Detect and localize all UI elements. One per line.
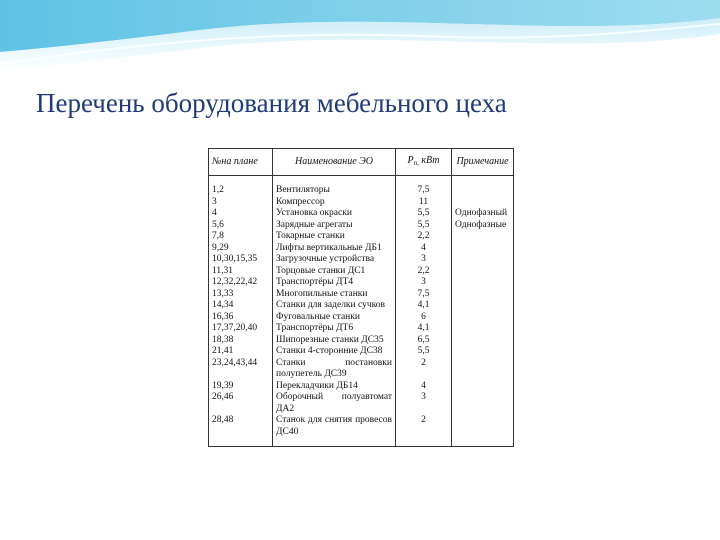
cell-equipment-name: Загрузочные устройства [273,254,396,266]
header-power-symbol: P [407,154,414,166]
cell-note [452,266,514,278]
table-row [209,231,514,243]
cell-power: 4 [396,381,452,393]
cell-plan-number: 1,2 [209,176,273,197]
cell-power: 4 [396,243,452,255]
table-row [209,323,514,335]
header-note: Примечание [452,149,514,176]
cell-power: 6,5 [396,335,452,347]
table-row [209,197,514,209]
cell-note [452,358,514,381]
table-row [209,176,514,197]
cell-power: 3 [396,254,452,266]
cell-note [452,197,514,209]
cell-plan-number: 16,36 [209,312,273,324]
header-power-unit: кВт [421,154,440,166]
cell-plan-number: 17,37,20,40 [209,323,273,335]
table-row [209,392,514,415]
cell-power: 4,1 [396,323,452,335]
cell-equipment-name: Станки 4-сторонние ДС38 [273,346,396,358]
header-power-subscript: п, [413,158,419,167]
cell-note [452,289,514,301]
table-row [209,381,514,393]
cell-power: 7,5 [396,289,452,301]
table-row [209,277,514,289]
cell-equipment-name: Токарные станки [273,231,396,243]
cell-plan-number: 13,33 [209,289,273,301]
cell-equipment-name: Станок для снятия провесов ДС40 [273,415,396,447]
cell-note [452,176,514,197]
table-row [209,208,514,220]
cell-equipment-name: Транспортёры ДТ4 [273,277,396,289]
cell-equipment-name: Фуговальные станки [273,312,396,324]
cell-equipment-name: Оборочный полуавтомат ДА2 [273,392,396,415]
cell-equipment-name: Станки для заделки сучков [273,300,396,312]
cell-note [452,243,514,255]
cell-note [452,415,514,447]
cell-power: 5,5 [396,346,452,358]
cell-power: 6 [396,312,452,324]
slide-title: Перечень оборудования мебельного цеха [36,88,507,118]
cell-equipment-name: Лифты вертикальные ДБ1 [273,243,396,255]
table-row [209,415,514,447]
cell-note [452,335,514,347]
cell-power: 7,5 [396,176,452,197]
table-row [209,346,514,358]
cell-equipment-name: Вентиляторы [273,176,396,197]
cell-power: 2,2 [396,266,452,278]
header-equipment-name: Наименование ЭО [273,149,396,176]
cell-plan-number: 4 [209,208,273,220]
cell-plan-number: 11,31 [209,266,273,278]
equipment-table [208,148,514,447]
cell-power: 5,5 [396,220,452,232]
cell-plan-number: 5,6 [209,220,273,232]
table-row [209,312,514,324]
cell-equipment-name: Многопильные станки [273,289,396,301]
cell-power: 3 [396,277,452,289]
cell-equipment-name: Установка окраски [273,208,396,220]
cell-plan-number: 10,30,15,35 [209,254,273,266]
cell-plan-number: 3 [209,197,273,209]
cell-power: 2 [396,358,452,381]
header-power [396,149,452,176]
cell-note [452,300,514,312]
cell-equipment-name: Шипорезные станки ДС35 [273,335,396,347]
table-row [209,243,514,255]
cell-power: 11 [396,197,452,209]
table-header-row [209,149,514,176]
decorative-wave-banner [0,0,720,90]
table-row [209,289,514,301]
cell-note [452,231,514,243]
table-row [209,220,514,232]
cell-plan-number: 19,39 [209,381,273,393]
table-row [209,254,514,266]
table-body [209,176,514,447]
cell-power: 2,2 [396,231,452,243]
cell-note [452,323,514,335]
cell-plan-number: 14,34 [209,300,273,312]
cell-note [452,277,514,289]
cell-plan-number: 21,41 [209,346,273,358]
cell-note [452,392,514,415]
cell-power: 4,1 [396,300,452,312]
cell-plan-number: 7,8 [209,231,273,243]
cell-note: Однофазные [452,220,514,232]
cell-note [452,346,514,358]
cell-equipment-name: Торцовые станки ДС1 [273,266,396,278]
cell-note [452,381,514,393]
cell-power: 5,5 [396,208,452,220]
cell-equipment-name: Зарядные агрегаты [273,220,396,232]
cell-plan-number: 26,46 [209,392,273,415]
cell-plan-number: 23,24,43,44 [209,358,273,381]
cell-plan-number: 18,38 [209,335,273,347]
cell-equipment-name: Перекладчики ДБ14 [273,381,396,393]
cell-equipment-name: Компрессор [273,197,396,209]
cell-power: 3 [396,392,452,415]
table-row [209,358,514,381]
cell-note [452,254,514,266]
table-row [209,300,514,312]
cell-plan-number: 9,29 [209,243,273,255]
cell-equipment-name: Станки постановки полупетель ДС39 [273,358,396,381]
cell-plan-number: 12,32,22,42 [209,277,273,289]
cell-equipment-name: Транспортёры ДТ6 [273,323,396,335]
table-row [209,266,514,278]
cell-note [452,312,514,324]
cell-note: Однофазный [452,208,514,220]
table-row [209,335,514,347]
cell-plan-number: 28,48 [209,415,273,447]
cell-power: 2 [396,415,452,447]
header-plan-number: №на плане [209,149,273,176]
